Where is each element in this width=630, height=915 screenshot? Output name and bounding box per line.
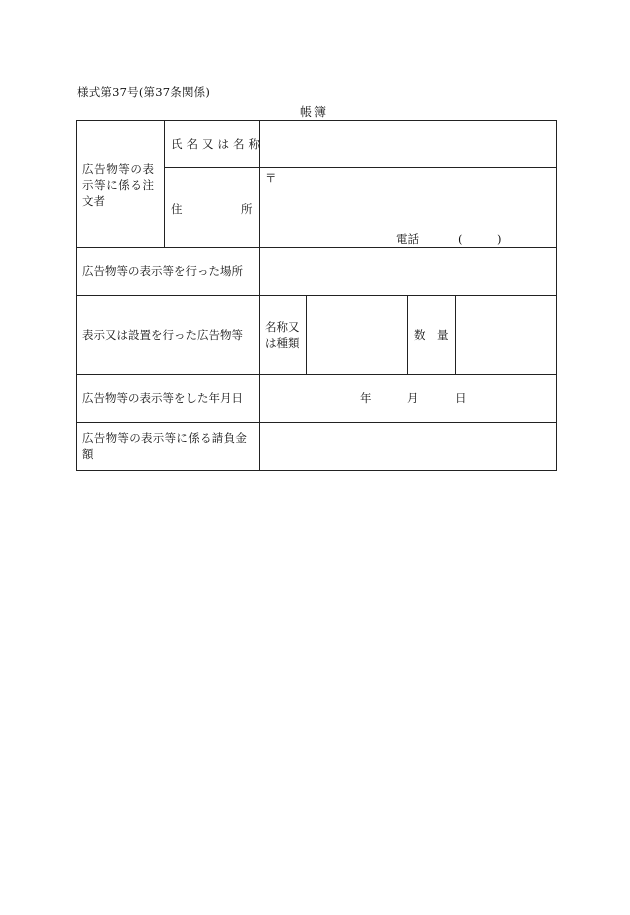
row-divider: [76, 295, 556, 296]
row-divider: [76, 374, 556, 375]
form-number-label: 様式第37号(第37条関係): [77, 85, 211, 99]
column-divider: [455, 295, 456, 374]
address-label-right: 所: [241, 202, 253, 216]
location-value-field[interactable]: [264, 263, 550, 280]
name-value-field[interactable]: [264, 136, 550, 153]
address-value-field[interactable]: [280, 170, 550, 187]
quantity-value-field[interactable]: [460, 327, 550, 344]
location-label: 広告物等の表示等を行った場所: [82, 264, 243, 278]
orderer-section-label-line3: 文者: [82, 194, 105, 208]
orderer-section-label-line1: 広告物等の表: [82, 162, 155, 176]
date-label: 広告物等の表示等をした年月日: [82, 391, 243, 405]
date-year-label: 年: [360, 391, 372, 405]
column-divider: [407, 295, 408, 374]
row-divider: [76, 422, 556, 423]
phone-open-paren: (: [458, 232, 463, 246]
contract-label-line2: 額: [82, 447, 94, 461]
quantity-label-2: 量: [437, 328, 449, 342]
row-divider: [76, 247, 556, 248]
row-divider: [164, 167, 556, 168]
orderer-section-label-line2: 示等に係る注: [82, 178, 155, 192]
name-label: 氏名又は名称: [171, 137, 264, 151]
name-type-label-line2: は種類: [265, 336, 300, 350]
installed-label: 表示又は設置を行った広告物等: [82, 328, 243, 342]
phone-label: 電話: [396, 232, 419, 246]
postal-mark: 〒: [265, 171, 277, 185]
address-label-left: 住: [171, 202, 183, 216]
date-day-label: 日: [455, 391, 467, 405]
contract-value-field[interactable]: [264, 438, 550, 455]
name-type-label-line1: 名称又: [265, 320, 300, 334]
form-title: 帳簿: [300, 105, 329, 119]
quantity-label-1: 数: [414, 328, 426, 342]
column-divider: [259, 120, 260, 470]
column-divider: [306, 295, 307, 374]
column-divider: [164, 120, 165, 247]
contract-label-line1: 広告物等の表示等に係る請負金: [82, 431, 248, 445]
name-type-value-field[interactable]: [311, 327, 401, 344]
date-month-label: 月: [407, 391, 419, 405]
phone-close-paren: ): [497, 232, 502, 246]
